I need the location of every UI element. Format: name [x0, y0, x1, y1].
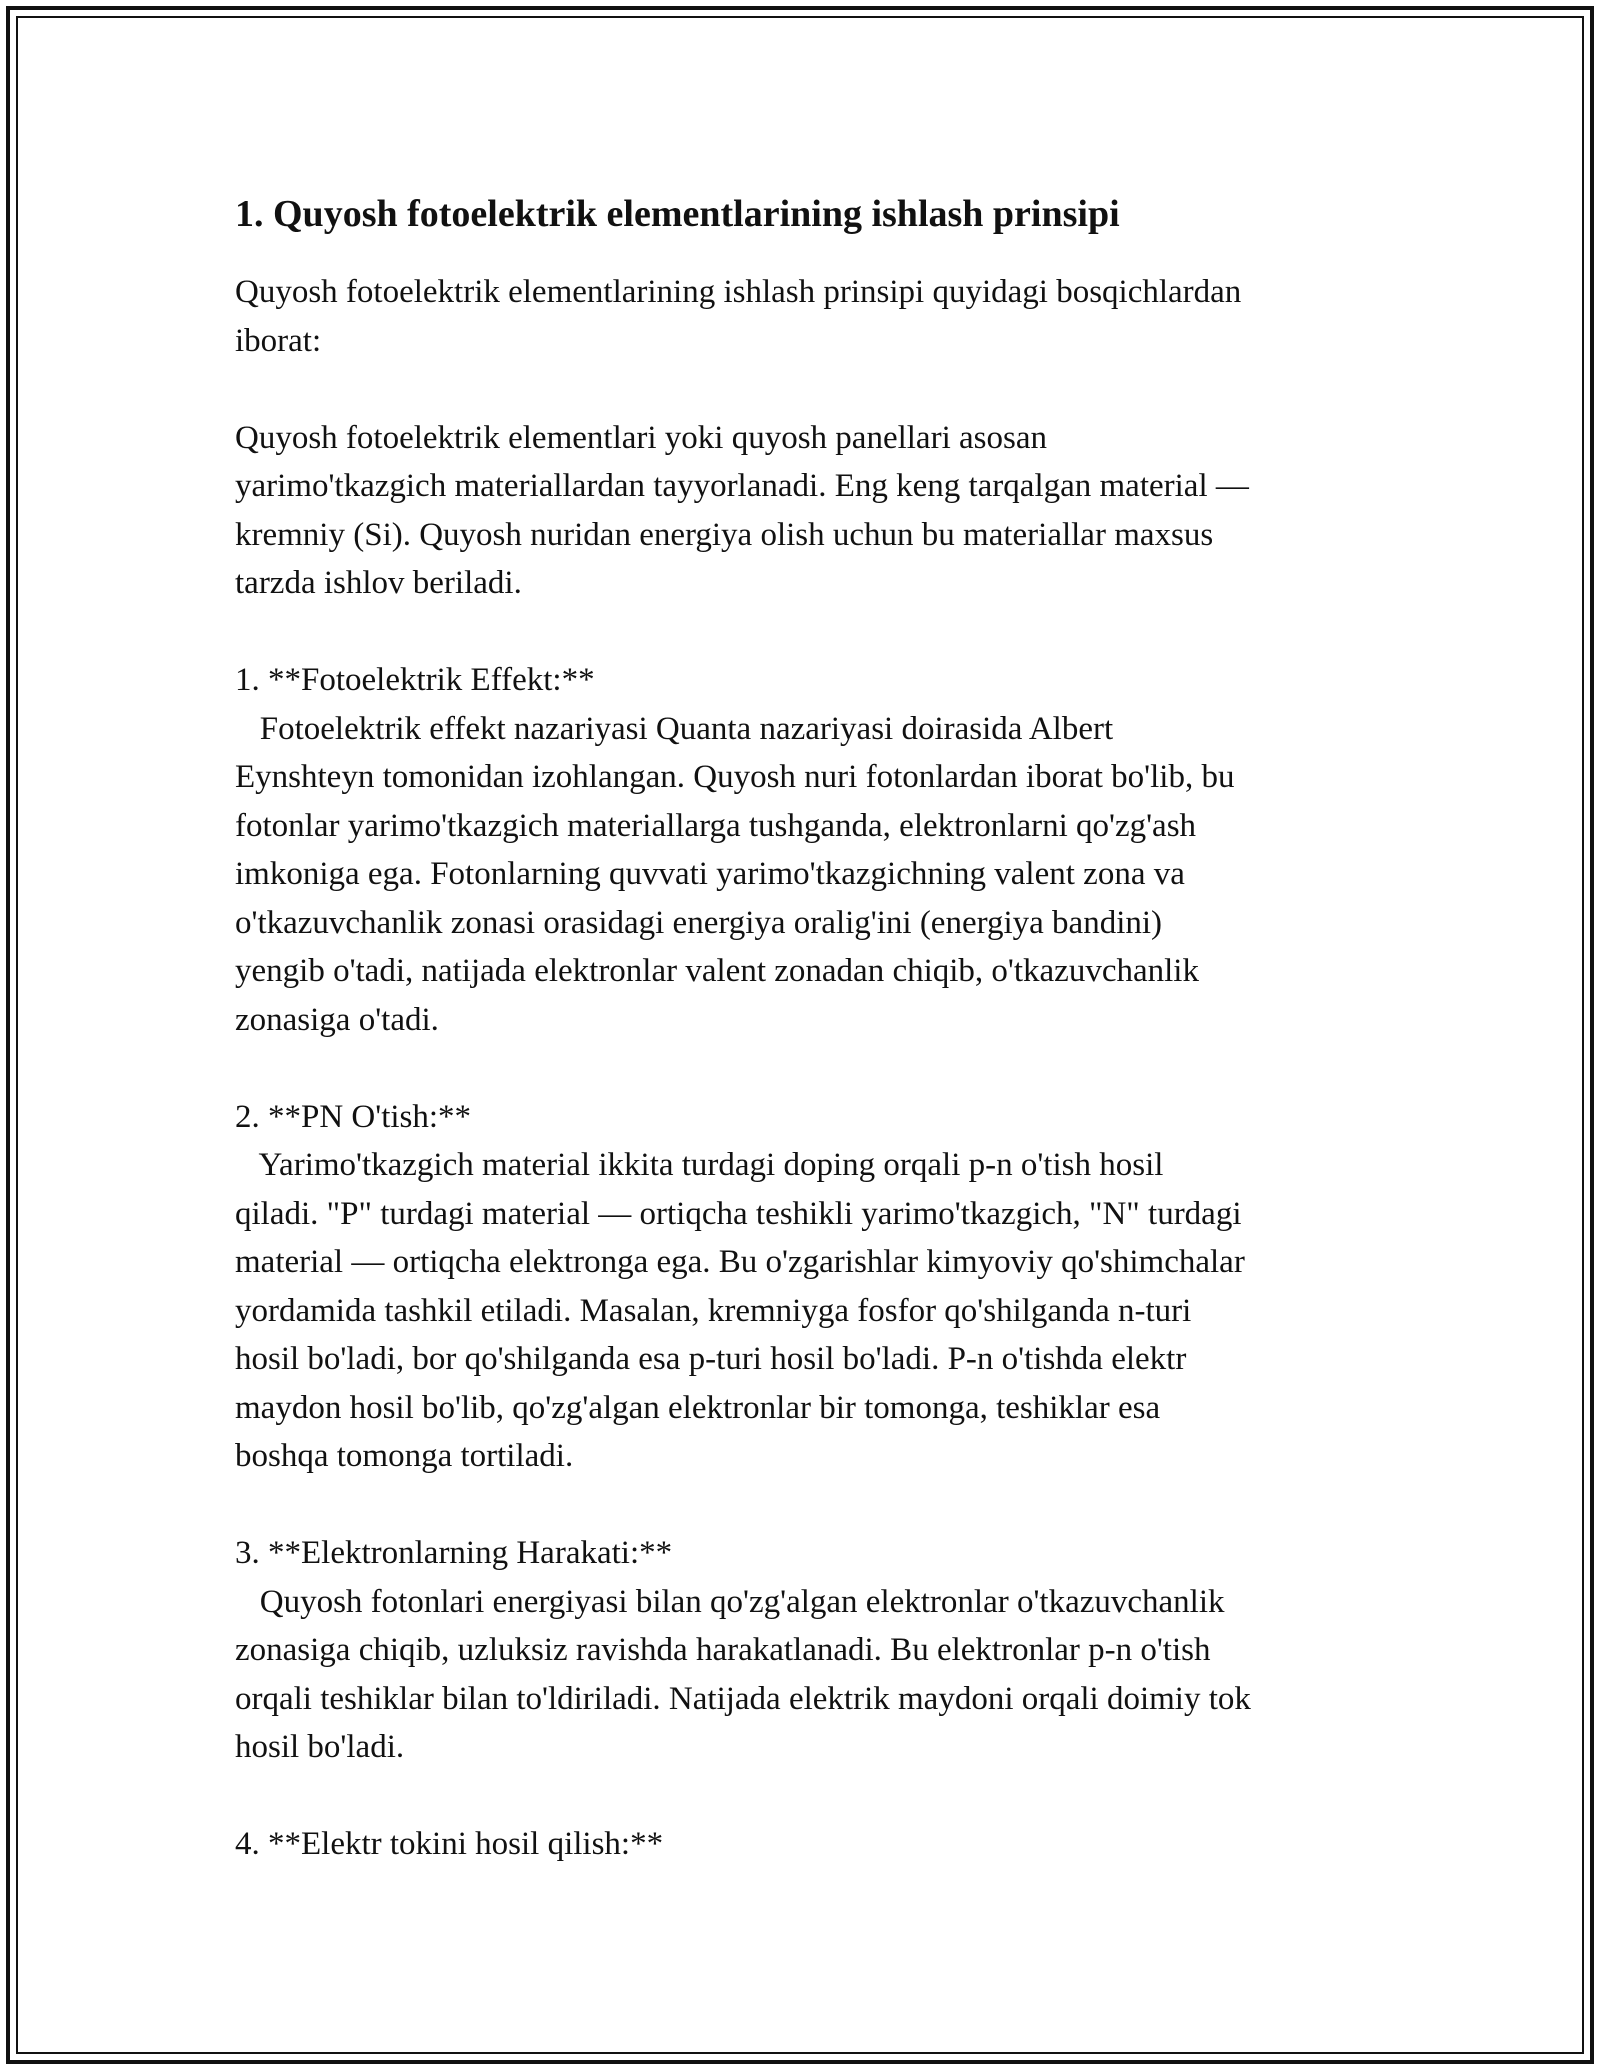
- text-line: Quyosh fotoelektrik elementlari yoki quyosh panellari asosan: [235, 419, 1047, 456]
- text-line: iborat:: [235, 322, 322, 359]
- text-line: Yarimo'tkazgich material ikkita turdagi doping orqali p-n o'tish hosil: [235, 1147, 1164, 1183]
- text-line: yarimo'tkazgich materiallardan tayyorlanadi. Eng keng tarqalgan material —: [235, 468, 1249, 504]
- text-line: 1. **Fotoelektrik Effekt:**: [235, 662, 595, 698]
- text-line: 2. **PN O'tish:**: [235, 1098, 472, 1135]
- paragraph-spacer: [235, 1481, 1375, 1530]
- text-line: qiladi. "P" turdagi material — ortiqcha teshikli yarimo'tkazgich, "N" turdagi: [235, 1195, 1242, 1232]
- paragraph-spacer: [235, 1044, 1375, 1093]
- text-line: kremniy (Si). Quyosh nuridan energiya olish uchun bu materiallar maxsus: [235, 516, 1214, 553]
- paragraph: [235, 1529, 1375, 1772]
- paragraph: [235, 1093, 1375, 1481]
- document-paragraphs: [235, 268, 1375, 1869]
- text-line: Eynshteyn tomonidan izohlangan. Quyosh nuri fotonlardan iborat bo'lib, bu: [235, 759, 1235, 795]
- text-line: zonasiga chiqib, uzluksiz ravishda harakatlanadi. Bu elektronlar p-n o'tish: [235, 1632, 1211, 1668]
- text-line: yordamida tashkil etiladi. Masalan, kremniyga fosfor qo'shilganda n-turi: [235, 1292, 1192, 1329]
- text-line: fotonlar yarimo'tkazgich materiallarga tushganda, elektronlarni qo'zg'ash: [235, 807, 1197, 844]
- text-line: maydon hosil bo'lib, qo'zg'algan elektronlar bir tomonga, teshiklar esa: [235, 1389, 1161, 1426]
- document-title: 1. Quyosh fotoelektrik elementlarining ishlash prinsipi: [235, 193, 1120, 235]
- paragraph: [235, 414, 1375, 608]
- text-line: Quyosh fotonlari energiyasi bilan qo'zg'algan elektronlar o'tkazuvchanlik: [235, 1583, 1225, 1620]
- text-line: zonasiga o'tadi.: [235, 1001, 439, 1038]
- paragraph-spacer: [235, 1772, 1375, 1821]
- paragraph: [235, 1820, 1375, 1869]
- text-line: Fotoelektrik effekt nazariyasi Quanta nazariyasi doirasida Albert: [235, 710, 1114, 747]
- text-line: 4. **Elektr tokini hosil qilish:**: [235, 1826, 664, 1862]
- text-line: Quyosh fotoelektrik elementlarining ishlash prinsipi quyidagi bosqichlardan: [235, 274, 1242, 310]
- text-line: orqali teshiklar bilan to'ldiriladi. Natijada elektrik maydoni orqali doimiy tok: [235, 1680, 1251, 1717]
- text-line: hosil bo'ladi.: [235, 1729, 405, 1765]
- document-body: [235, 180, 1375, 1869]
- text-line: o'tkazuvchanlik zonasi orasidagi energiya oralig'ini (energiya bandini): [235, 904, 1163, 941]
- text-line: material — ortiqcha elektronga ega. Bu o'zgarishlar kimyoviy qo'shimchalar: [235, 1244, 1245, 1280]
- text-line: imkoniga ega. Fotonlarning quvvati yarimo'tkazgichning valent zona va: [235, 856, 1185, 892]
- text-line: tarzda ishlov beriladi.: [235, 565, 522, 601]
- text-line: boshqa tomonga tortiladi.: [235, 1438, 574, 1474]
- text-line: 3. **Elektronlarning Harakati:**: [235, 1535, 673, 1571]
- text-line: yengib o'tadi, natijada elektronlar valent zonadan chiqib, o'tkazuvchanlik: [235, 953, 1199, 989]
- paragraph: [235, 656, 1375, 1044]
- paragraph-spacer: [235, 608, 1375, 657]
- paragraph: [235, 268, 1375, 365]
- paragraph-spacer: [235, 365, 1375, 414]
- text-line: hosil bo'ladi, bor qo'shilganda esa p-turi hosil bo'ladi. P-n o'tishda elektr: [235, 1341, 1187, 1377]
